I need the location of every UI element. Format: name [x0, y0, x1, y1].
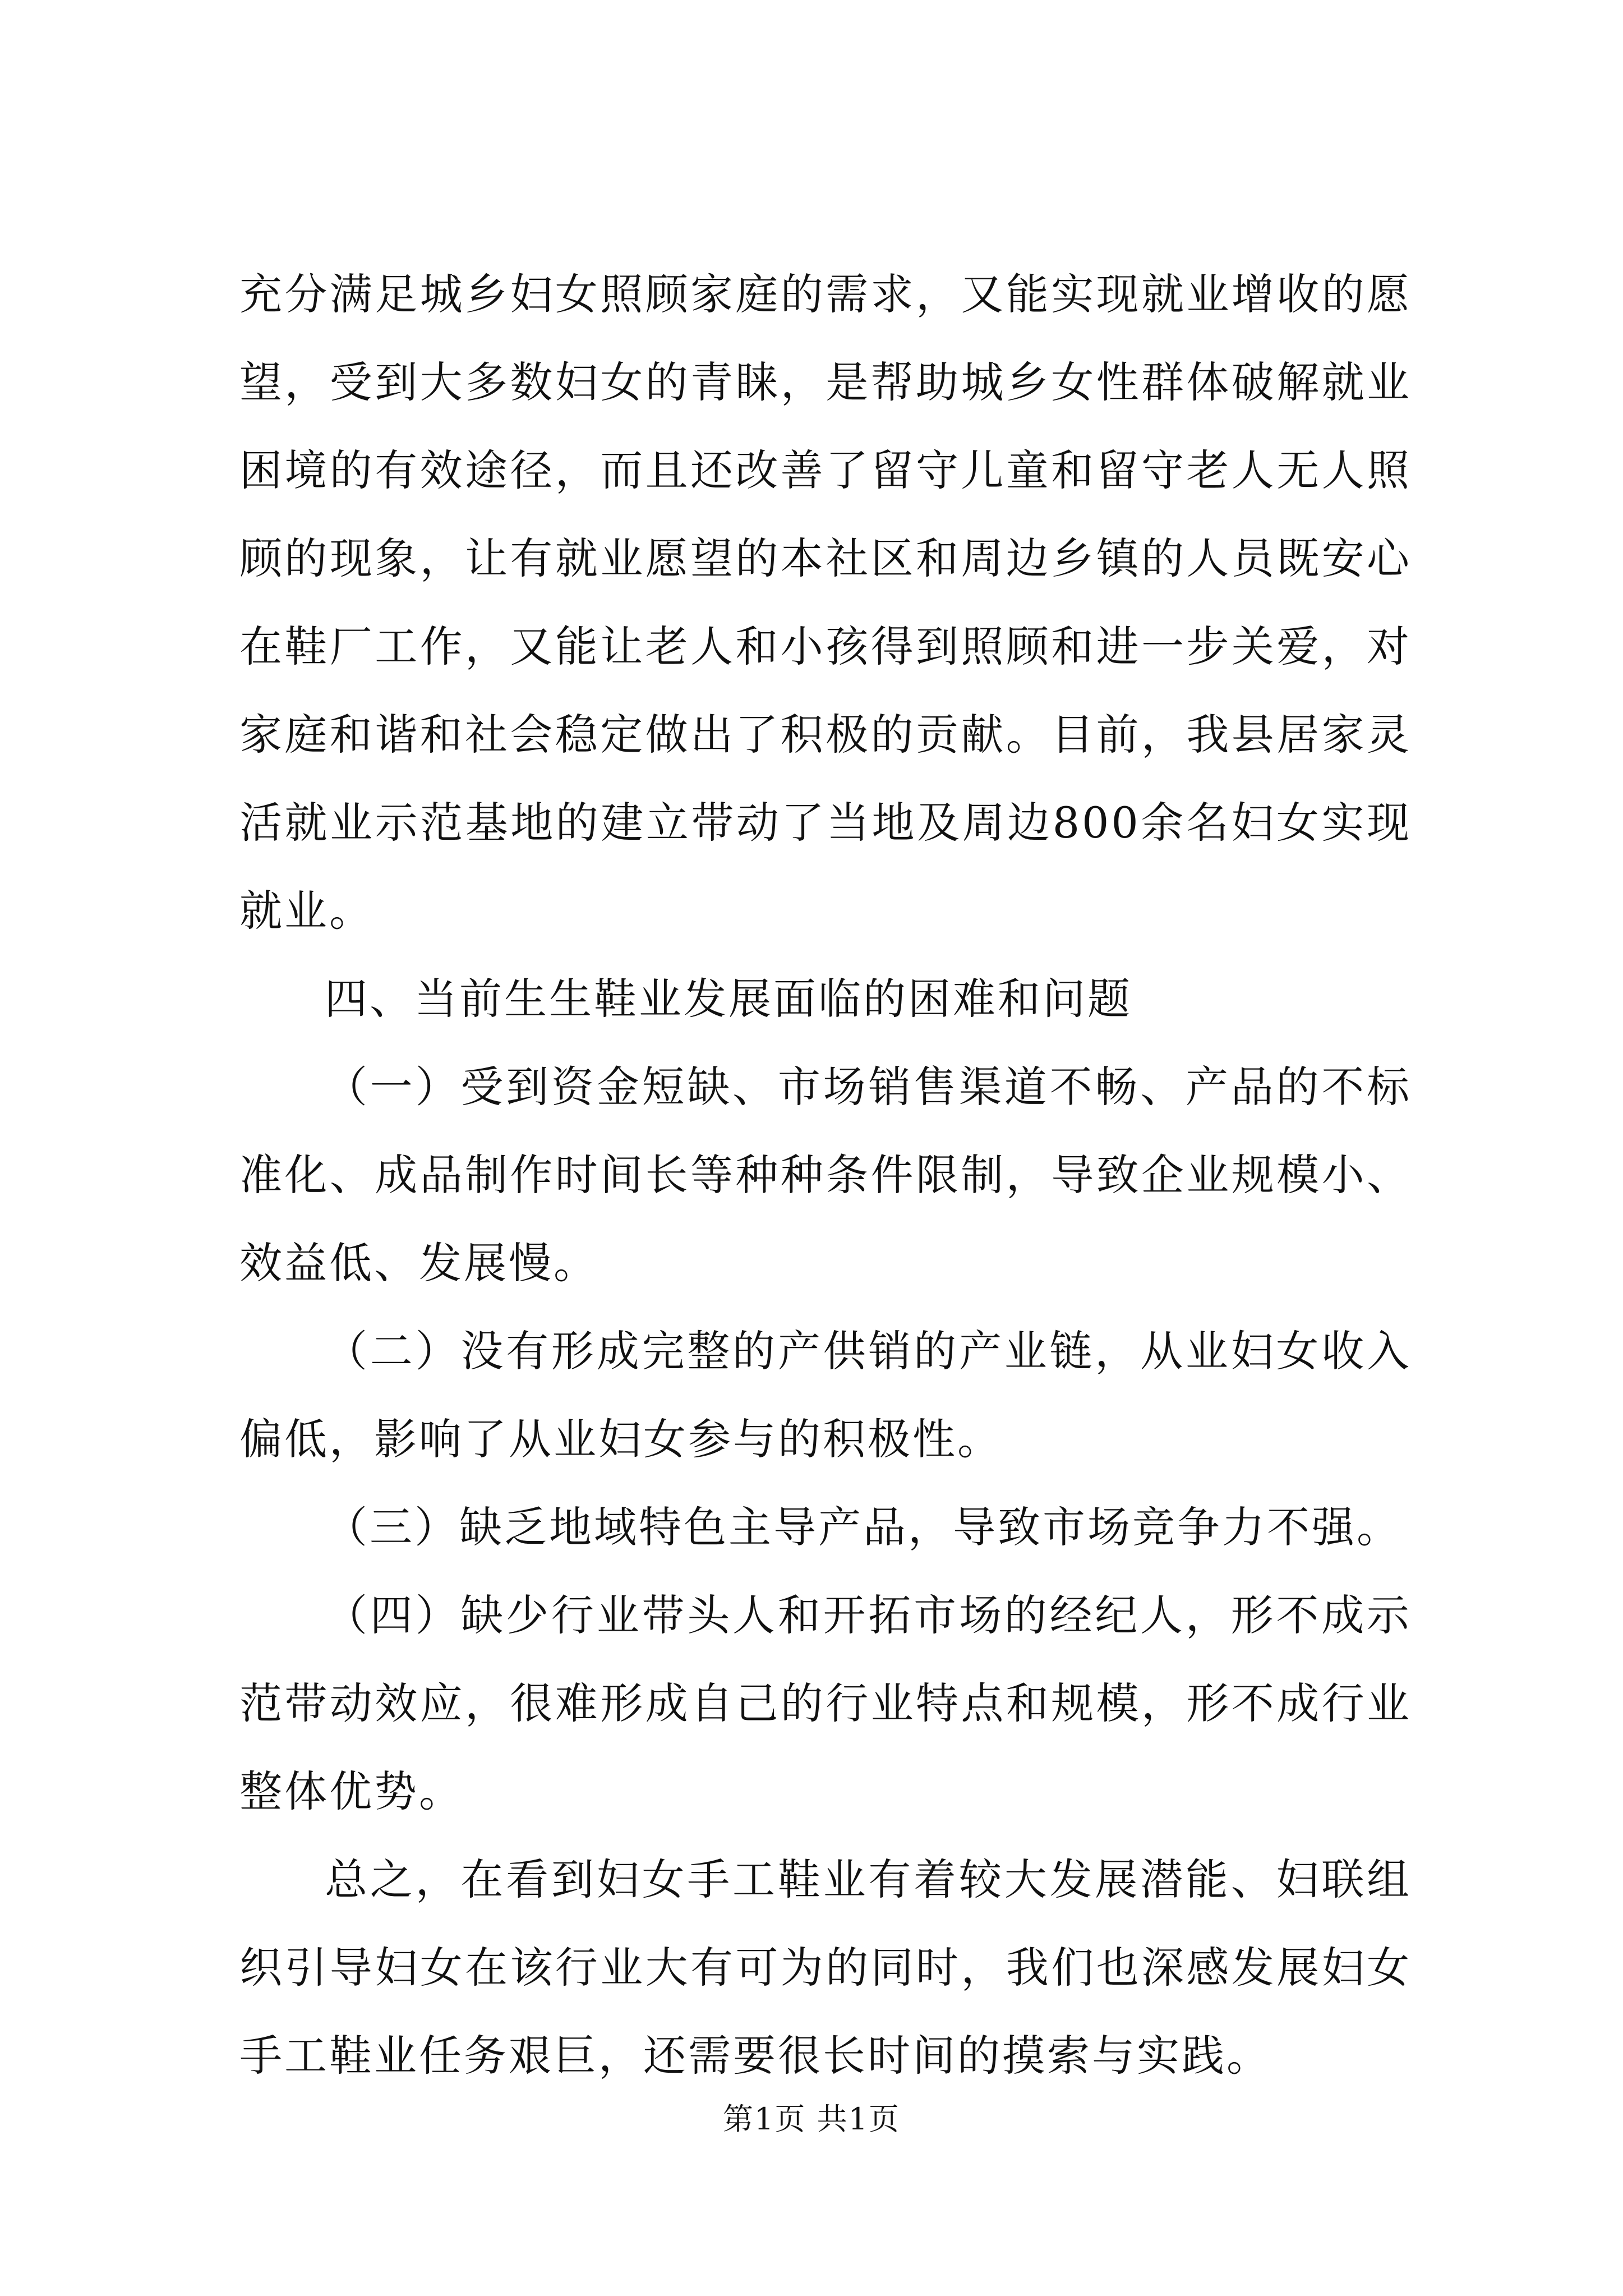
paragraph-conclusion: 总之，在看到妇女手工鞋业有着较大发展潜能、妇联组织引导妇女在该行业大有可为的同时，我们也深感发展妇女手工鞋业任务艰巨，还需要很长时间的摸索与实践。: [239, 1855, 1412, 2081]
paragraph-intro: 充分满足城乡妇女照顾家庭的需求，又能实现就业增收的愿望，受到大多数妇女的青睐，是帮助城乡女性群体破解就业困境的有效途径，而且还改善了留守儿童和留守老人无人照顾的现象，让有就业愿望的本社区和周边乡镇的人员既安心在鞋厂工作，又能让老人和小孩得到照顾和进一步关爱，对家庭和谐和社会稳定做出了积极的贡献。目前，我县居家灵活就业示范基地的建立带动了当地及周边800余名妇女实现就业。: [239, 269, 1412, 936]
page-number-label: 第1页 共1页: [723, 2101, 900, 2137]
paragraph-problem-1: （一）受到资金短缺、市场销售渠道不畅、产品的不标准化、成品制作时间长等种种条件限制，导致企业规模小、效益低、发展慢。: [239, 1062, 1412, 1288]
page-footer: [0, 2097, 1623, 2142]
document-body: [239, 250, 1412, 2100]
paragraph-problem-4: （四）缺少行业带头人和开拓市场的经纪人，形不成示范带动效应，很难形成自己的行业特点和规模，形不成行业整体优势。: [239, 1590, 1412, 1816]
paragraph-problem-3: （三）缺乏地域特色主导产品，导致市场竞争力不强。: [325, 1502, 1401, 1552]
section-heading-difficulties: 四、当前生生鞋业发展面临的困难和问题: [325, 974, 1132, 1024]
paragraph-problem-2: （二）没有形成完整的产供销的产业链，从业妇女收入偏低，影响了从业妇女参与的积极性。: [239, 1326, 1412, 1464]
